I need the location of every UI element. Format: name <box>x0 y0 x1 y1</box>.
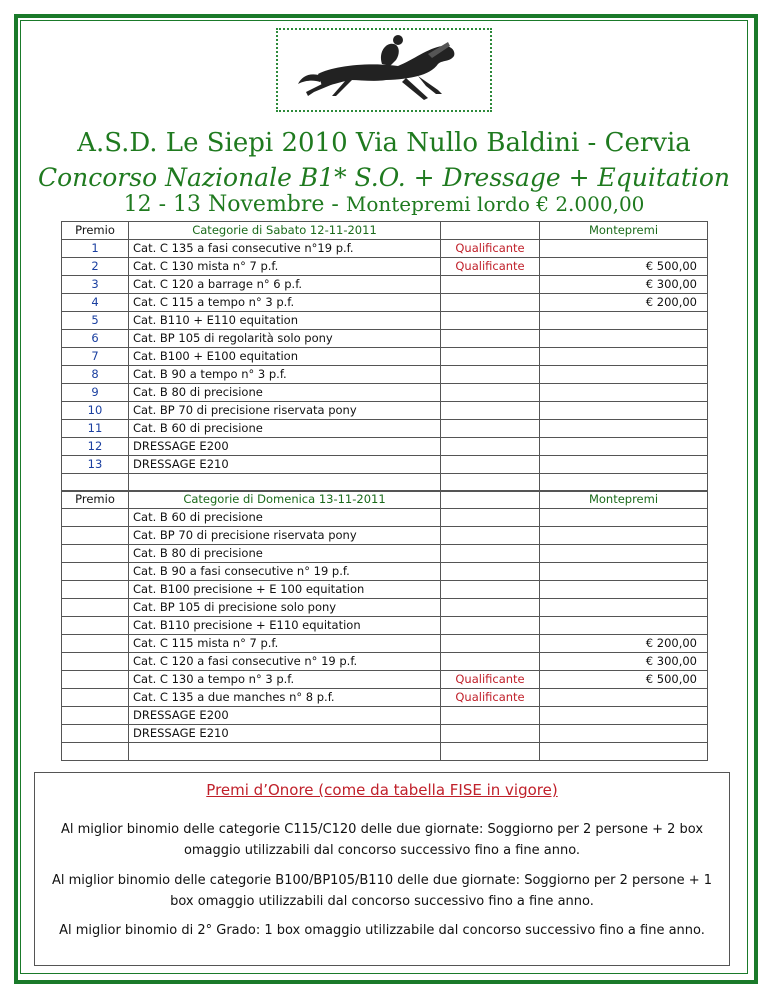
montepremi-header: Montepremi <box>540 491 708 509</box>
table-row <box>62 312 708 330</box>
honor-prizes-title: Premi d’Onore (come da tabella FISE in vigore) <box>206 781 558 799</box>
qualifier-label <box>441 330 540 348</box>
prize-amount: € 300,00 <box>540 653 708 671</box>
category-name: Cat. B100 + E100 equitation <box>129 348 441 366</box>
table-row <box>62 402 708 420</box>
rank-number: 5 <box>62 312 129 330</box>
event-subtitle: Concorso Nazionale B1* S.O. + Dressage + Equitation <box>37 163 731 192</box>
prize-amount <box>540 402 708 420</box>
table-row <box>62 330 708 348</box>
category-name: Cat. B110 precisione + E110 equitation <box>129 617 441 635</box>
qualifier-label: Qualificante <box>441 689 540 707</box>
honor-prizes-box <box>34 772 730 966</box>
table-row <box>62 438 708 456</box>
rank-number: 1 <box>62 240 129 258</box>
prize-amount <box>540 330 708 348</box>
montepremi-header: Montepremi <box>540 222 708 240</box>
qualifier-label <box>441 599 540 617</box>
saturday-title: Categorie di Sabato 12-11-2011 <box>129 222 441 240</box>
sunday-header-row <box>62 491 708 509</box>
prize-amount <box>540 509 708 527</box>
saturday-table <box>61 221 708 492</box>
table-row <box>62 348 708 366</box>
prize-amount <box>540 599 708 617</box>
category-name: Cat. B 60 di precisione <box>129 509 441 527</box>
qualifier-label <box>441 563 540 581</box>
prize-amount <box>540 240 708 258</box>
prize-amount <box>540 420 708 438</box>
prize-amount: € 300,00 <box>540 276 708 294</box>
qualifier-label <box>441 402 540 420</box>
prize-amount <box>540 312 708 330</box>
category-name: Cat. C 130 mista n° 7 p.f. <box>129 258 441 276</box>
prize-amount: € 500,00 <box>540 671 708 689</box>
category-name: Cat. C 120 a barrage n° 6 p.f. <box>129 276 441 294</box>
prize-amount <box>540 384 708 402</box>
table-row <box>62 509 708 527</box>
logo-frame <box>276 28 492 112</box>
qualifier-label <box>441 384 540 402</box>
table-row <box>62 581 708 599</box>
category-name: Cat. C 120 a fasi consecutive n° 19 p.f. <box>129 653 441 671</box>
qualifier-label <box>441 617 540 635</box>
category-name: DRESSAGE E200 <box>129 438 441 456</box>
qualifier-label <box>441 509 540 527</box>
qualifier-label <box>441 545 540 563</box>
category-name: Cat. B 90 a tempo n° 3 p.f. <box>129 366 441 384</box>
prize-amount <box>540 366 708 384</box>
qualifier-label: Qualificante <box>441 671 540 689</box>
qualifier-label <box>441 527 540 545</box>
prize-amount <box>540 563 708 581</box>
rank-number: 4 <box>62 294 129 312</box>
honor-prize-1: Al miglior binomio delle categorie C115/C120 delle due giornate: Soggiorno per 2 persone + 2 box omaggio utilizzabili dal concorso successivo fino a fine anno. <box>60 822 704 858</box>
table-row <box>62 276 708 294</box>
qualifier-label <box>441 635 540 653</box>
prize-amount: € 200,00 <box>540 635 708 653</box>
table-row <box>62 653 708 671</box>
premio-header: Premio <box>62 222 129 240</box>
category-name: DRESSAGE E210 <box>129 456 441 474</box>
dates-text: 12 - 13 Novembre - <box>123 192 339 217</box>
event-organizer-title: A.S.D. Le Siepi 2010 Via Nullo Baldini - Cervia <box>77 128 691 158</box>
category-name: Cat. C 135 a due manches n° 8 p.f. <box>129 689 441 707</box>
table-row <box>62 671 708 689</box>
qualifier-label <box>441 707 540 725</box>
qualifier-label <box>441 294 540 312</box>
category-name: DRESSAGE E210 <box>129 725 441 743</box>
rank-number: 2 <box>62 258 129 276</box>
rank-number: 10 <box>62 402 129 420</box>
qualifier-label <box>441 366 540 384</box>
category-name: Cat. B 80 di precisione <box>129 545 441 563</box>
prize-amount: € 500,00 <box>540 258 708 276</box>
rank-number: 7 <box>62 348 129 366</box>
premio-header: Premio <box>62 491 129 509</box>
rank-number: 9 <box>62 384 129 402</box>
category-name: Cat. B 80 di precisione <box>129 384 441 402</box>
honor-prize-3: Al miglior binomio di 2° Grado: 1 box omaggio utilizzabile dal concorso successivo fino a fine anno. <box>59 923 705 938</box>
prize-amount <box>540 725 708 743</box>
qualifier-label <box>441 438 540 456</box>
category-name: Cat. BP 70 di precisione riservata pony <box>129 527 441 545</box>
prize-amount <box>540 689 708 707</box>
table-row <box>62 689 708 707</box>
rank-number: 8 <box>62 366 129 384</box>
category-name: Cat. BP 105 di precisione solo pony <box>129 599 441 617</box>
rank-number: 12 <box>62 438 129 456</box>
table-row <box>62 456 708 474</box>
horse-jumping-icon <box>278 30 490 110</box>
qualifier-label <box>441 581 540 599</box>
table-row <box>62 635 708 653</box>
table-row <box>62 294 708 312</box>
event-dates <box>0 192 768 217</box>
honor-prize-2: Al miglior binomio delle categorie B100/BP105/B110 delle due giornate: Soggiorno per 2 persone + 1 box omaggio utilizzabili dal concorso successivo fino a fine anno. <box>51 873 713 909</box>
table-row <box>62 384 708 402</box>
prize-amount <box>540 456 708 474</box>
saturday-header-row <box>62 222 708 240</box>
prize-amount <box>540 545 708 563</box>
prize-amount <box>540 348 708 366</box>
category-name: Cat. C 135 a fasi consecutive n°19 p.f. <box>129 240 441 258</box>
prize-amount <box>540 527 708 545</box>
qualifier-label <box>441 348 540 366</box>
table-row <box>62 545 708 563</box>
table-row <box>62 725 708 743</box>
table-row <box>62 599 708 617</box>
qualifier-label <box>441 456 540 474</box>
rank-number: 13 <box>62 456 129 474</box>
table-row <box>62 617 708 635</box>
qualifier-label <box>441 420 540 438</box>
qualifier-label <box>441 312 540 330</box>
category-name: DRESSAGE E200 <box>129 707 441 725</box>
table-row <box>62 527 708 545</box>
rank-number: 6 <box>62 330 129 348</box>
table-row <box>62 366 708 384</box>
prize-amount <box>540 581 708 599</box>
category-name: Cat. C 130 a tempo n° 3 p.f. <box>129 671 441 689</box>
qualifier-label: Qualificante <box>441 258 540 276</box>
table-row <box>62 420 708 438</box>
qualifier-label: Qualificante <box>441 240 540 258</box>
category-name: Cat. BP 105 di regolarità solo pony <box>129 330 441 348</box>
table-row <box>62 258 708 276</box>
rank-number: 3 <box>62 276 129 294</box>
prize-amount <box>540 617 708 635</box>
qualifier-label <box>441 653 540 671</box>
prize-total: Montepremi lordo € 2.000,00 <box>345 192 645 216</box>
category-name: Cat. C 115 mista n° 7 p.f. <box>129 635 441 653</box>
category-name: Cat. B110 + E110 equitation <box>129 312 441 330</box>
category-name: Cat. B 90 a fasi consecutive n° 19 p.f. <box>129 563 441 581</box>
prize-amount: € 200,00 <box>540 294 708 312</box>
prize-amount <box>540 438 708 456</box>
sunday-table <box>61 490 708 761</box>
qualifier-label <box>441 276 540 294</box>
table-row <box>62 563 708 581</box>
rank-number: 11 <box>62 420 129 438</box>
category-name: Cat. BP 70 di precisione riservata pony <box>129 402 441 420</box>
qualifier-label <box>441 725 540 743</box>
table-row <box>62 240 708 258</box>
category-name: Cat. C 115 a tempo n° 3 p.f. <box>129 294 441 312</box>
category-name: Cat. B 60 di precisione <box>129 420 441 438</box>
prize-amount <box>540 707 708 725</box>
sunday-title: Categorie di Domenica 13-11-2011 <box>129 491 441 509</box>
table-row <box>62 707 708 725</box>
category-name: Cat. B100 precisione + E 100 equitation <box>129 581 441 599</box>
